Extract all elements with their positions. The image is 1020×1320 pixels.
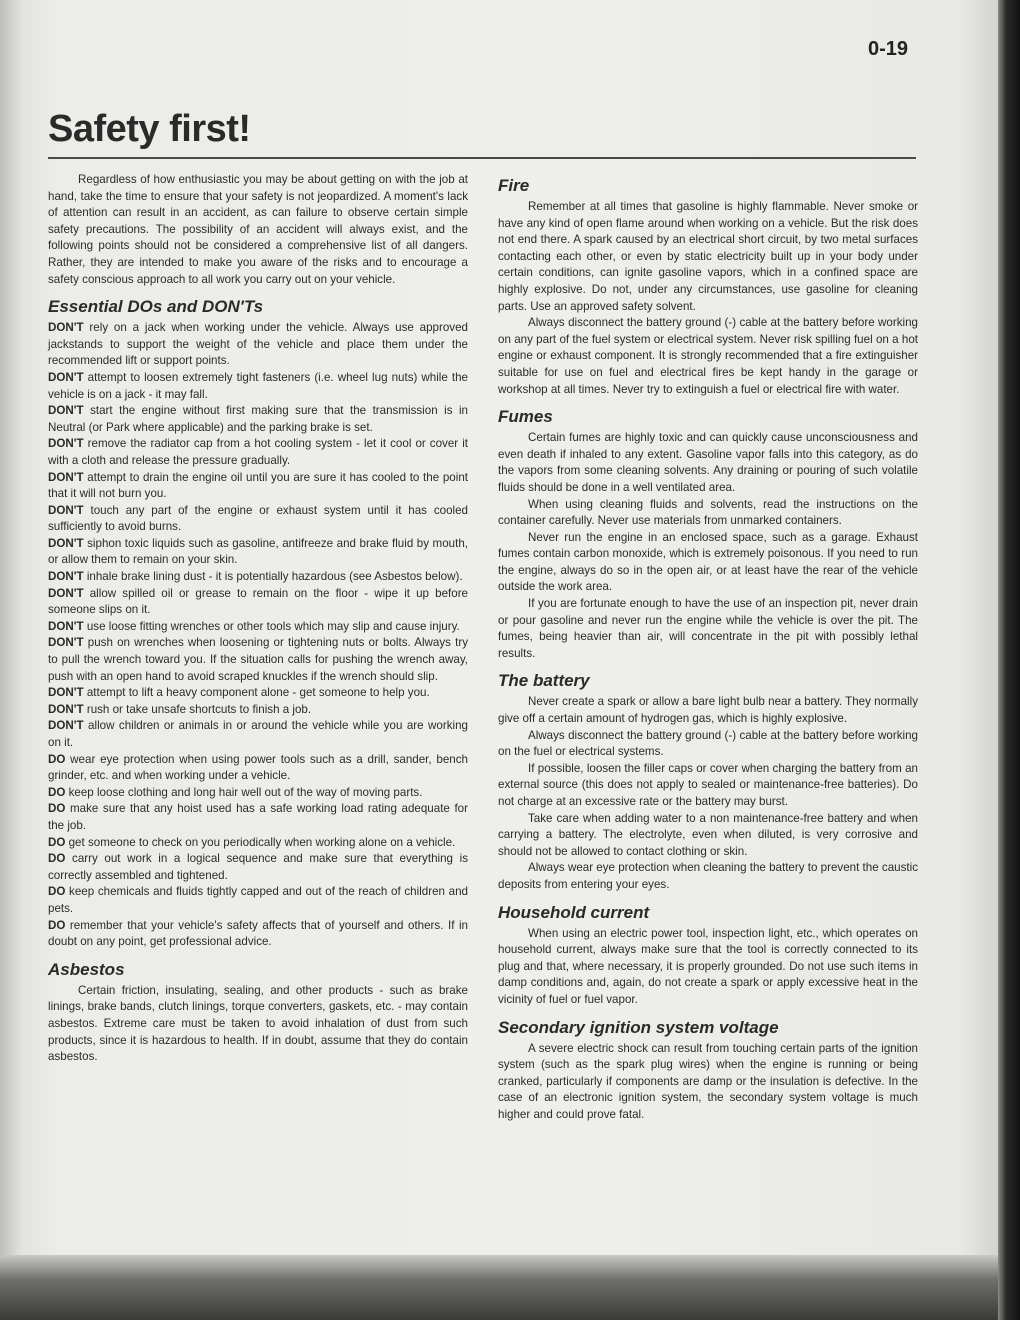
item-text: remember that your vehicle's safety affects that of yourself and others. If in doubt on any point, get professional advice. bbox=[48, 918, 468, 949]
item-lead: DO bbox=[48, 852, 66, 866]
ignition-heading: Secondary ignition system voltage bbox=[498, 1017, 779, 1037]
item-text: touch any part of the engine or exhaust system until it has cooled sufficiently to avoid burns. bbox=[48, 503, 468, 534]
item-text: attempt to loosen extremely tight fasteners (i.e. wheel lug nuts) while the vehicle is on a jack - it may fall. bbox=[48, 370, 468, 401]
battery-paragraph: Never create a spark or allow a bare light bulb near a battery. They normally give off a certain amount of hydrogen gas, which is highly explosive. bbox=[498, 695, 918, 726]
list-item bbox=[48, 702, 468, 719]
fire-heading: Fire bbox=[498, 176, 530, 195]
item-text: inhale brake lining dust - it is potentially hazardous (see Asbestos below). bbox=[83, 570, 463, 584]
item-lead: DO bbox=[48, 802, 66, 816]
fire-paragraph: Always disconnect the battery ground (-) cable at the battery before working on any part of the fuel system or electrical system. Never risk spilling fuel on a hot engine or exhaust component. It is strongly recommended that a fire extinguisher suitable for use on fuel and electrical fires be kept handy in the garage or workshop at all times. Never try to extinguish a fuel or electrical fire with water. bbox=[498, 316, 918, 396]
list-item bbox=[48, 851, 468, 884]
item-lead: DON'T bbox=[48, 719, 84, 733]
item-text: remove the radiator cap from a hot cooling system - let it cool or cover it with a cloth and release the pressure gradually. bbox=[48, 437, 468, 467]
page-number: 0-19 bbox=[868, 38, 909, 60]
item-lead: DO bbox=[48, 752, 66, 766]
item-text: wear eye protection when using power tools such as a drill, sander, bench grinder, etc. and when working under a vehicle. bbox=[48, 752, 468, 783]
essentials-heading: Essential DOs and DON'Ts bbox=[48, 297, 264, 317]
household-paragraph: When using an electric power tool, inspection light, etc., which operates on household current, always make sure that the tool is correctly connected to its plug and that, where necessary, it is properly grounded. Do not use such items in damp conditions and, again, do not create a spark or apply excessive heat in the vicinity of fuel or fuel vapor. bbox=[498, 926, 918, 1006]
item-text: attempt to drain the engine oil until you are sure it has cooled to the point that it will not burn you. bbox=[48, 470, 468, 501]
list-item bbox=[48, 470, 468, 503]
list-item bbox=[48, 403, 468, 436]
fumes-heading: Fumes bbox=[498, 407, 553, 427]
household-heading: Household current bbox=[498, 902, 650, 922]
intro-paragraph: Regardless of how enthusiastic you may be about getting on with the job at hand, take the time to ensure that your safety is not jeopardized. A moment's lack of attention can result in an accident, as can failure to observe certain simple safety precautions. The possibility of an accident will always exist, and the following points should not be considered a comprehensive list of all dangers. Rather, they are intended to make you aware of the risks and to encourage a safety conscious approach to all work you carry out on your vehicle. bbox=[48, 173, 468, 286]
item-lead: DO bbox=[48, 835, 66, 849]
essentials-list bbox=[48, 320, 468, 951]
list-item bbox=[48, 752, 468, 785]
battery-paragraph: Always disconnect the battery ground (-) cable at the battery before working on the fuel or electrical systems. bbox=[498, 728, 918, 759]
fumes-paragraph: Certain fumes are highly toxic and can quickly cause unconsciousness and even death if inhaled to any extent. Gasoline vapor falls into this category, as do the vapors from some cleaning solvents. Any draining or pouring of such volatile fluids should be done in a well ventilated area. bbox=[498, 431, 918, 494]
item-lead: DON'T bbox=[48, 536, 84, 550]
item-lead: DON'T bbox=[48, 321, 84, 335]
list-item bbox=[48, 635, 468, 685]
list-item bbox=[48, 586, 468, 619]
list-item bbox=[48, 801, 468, 834]
list-item bbox=[48, 320, 468, 370]
item-lead: DON'T bbox=[48, 636, 84, 650]
item-text: use loose fitting wrenches or other tools which may slip and cause injury. bbox=[83, 619, 460, 633]
item-lead: DON'T bbox=[48, 404, 84, 418]
battery-heading: The battery bbox=[498, 671, 590, 691]
item-text: start the engine without first making sure that the transmission is in Neutral (or Park where applicable) and the parking brake is set. bbox=[48, 404, 468, 434]
item-lead: DO bbox=[48, 785, 66, 799]
list-item bbox=[48, 884, 468, 917]
fumes-paragraph: Never run the engine in an enclosed space, such as a garage. Exhaust fumes contain carbon monoxide, which is extremely poisonous. If you need to run the engine, always do so in the open air, or at least have the rear of the vehicle outside the work area. bbox=[498, 530, 918, 594]
fumes-paragraph: If you are fortunate enough to have the use of an inspection pit, never drain or pour gasoline and never run the engine while the vehicle is over the pit. The fumes, being heavier than air, will concentrate in the pit with possibly lethal results. bbox=[498, 597, 918, 660]
battery-paragraph: If possible, loosen the filler caps or cover when charging the battery from an external source (this does not apply to sealed or maintenance-free batteries). Do not charge at an excessive rate or the battery may burst. bbox=[498, 761, 918, 808]
page-title: Safety first! bbox=[48, 108, 251, 150]
item-text: get someone to check on you periodically when working alone on a vehicle. bbox=[65, 835, 456, 849]
scan-bottom-shadow bbox=[0, 1255, 1000, 1320]
list-item bbox=[48, 436, 468, 469]
asbestos-heading: Asbestos bbox=[48, 959, 125, 979]
fire-paragraph: Remember at all times that gasoline is highly flammable. Never smoke or have any kind of open flame around when working on a vehicle. But the risk does not end there. A spark caused by an electrical short circuit, by two metal surfaces contacting each other, or even by static electricity built up in your body under certain conditions, can ignite gasoline vapors, which in a confined space are highly explosive. Do not, under any circumstances, use gasoline for cleaning parts. Use an approved safety solvent. bbox=[498, 200, 918, 313]
list-item bbox=[48, 685, 468, 702]
item-lead: DON'T bbox=[48, 437, 84, 451]
list-item bbox=[48, 785, 468, 802]
title-divider bbox=[48, 157, 916, 159]
item-text: push on wrenches when loosening or tightening nuts or bolts. Always try to pull the wrench toward you. If the situation calls for pushing the wrench away, push with an open hand to avoid scraped knuckles if the wrench should slip. bbox=[48, 636, 468, 683]
asbestos-paragraph: Certain friction, insulating, sealing, and other products - such as brake linings, brake bands, clutch linings, torque converters, gaskets, etc. - may contain asbestos. Extreme care must be taken to avoid inhalation of dust from such products, since it is hazardous to health. If in doubt, assume that they do contain asbestos. bbox=[48, 983, 468, 1064]
item-text: keep loose clothing and long hair well out of the way of moving parts. bbox=[65, 785, 423, 799]
item-lead: DON'T bbox=[48, 503, 84, 517]
item-text: make sure that any hoist used has a safe working load rating adequate for the job. bbox=[48, 802, 468, 832]
item-text: allow children or animals in or around the vehicle while you are working on it. bbox=[48, 719, 468, 749]
battery-paragraph: Take care when adding water to a non maintenance-free battery and when carrying a battery. The electrolyte, even when diluted, is very corrosive and should not be allowed to contact clothing or skin. bbox=[498, 811, 918, 858]
item-text: attempt to lift a heavy component alone - get someone to help you. bbox=[83, 686, 430, 700]
battery-paragraph: Always wear eye protection when cleaning the battery to prevent the caustic deposits from entering your eyes. bbox=[498, 861, 918, 891]
list-item bbox=[48, 835, 468, 852]
item-text: rely on a jack when working under the vehicle. Always use approved jackstands to support the weight of the vehicle and place them under the recommended lift or support points. bbox=[48, 321, 468, 368]
item-lead: DON'T bbox=[48, 570, 84, 584]
item-text: keep chemicals and fluids tightly capped and out of the reach of children and pets. bbox=[48, 885, 468, 915]
item-lead: DO bbox=[48, 885, 66, 899]
list-item bbox=[48, 718, 468, 751]
item-lead: DO bbox=[48, 918, 66, 932]
list-item bbox=[48, 918, 468, 951]
item-lead: DON'T bbox=[48, 702, 84, 716]
item-text: rush or take unsafe shortcuts to finish a job. bbox=[83, 702, 312, 716]
item-text: allow spilled oil or grease to remain on the floor - wipe it up before someone slips on it. bbox=[48, 586, 468, 617]
list-item bbox=[48, 569, 468, 586]
scan-binding-edge bbox=[998, 0, 1020, 1320]
list-item bbox=[48, 619, 468, 636]
fumes-paragraph: When using cleaning fluids and solvents, read the instructions on the container carefully. Never use materials from unmarked containers. bbox=[498, 497, 918, 528]
item-lead: DON'T bbox=[48, 470, 84, 484]
ignition-paragraph: A severe electric shock can result from touching certain parts of the ignition system (such as the spark plug wires) when the engine is running or being cranked, particularly if components are damp or the insulation is defective. In the case of an electronic ignition system, the secondary system voltage is much higher and could prove fatal. bbox=[498, 1041, 918, 1121]
item-text: carry out work in a logical sequence and make sure that everything is correctly assembled and tightened. bbox=[48, 852, 468, 882]
left-column bbox=[48, 172, 468, 1066]
item-text: siphon toxic liquids such as gasoline, antifreeze and brake fluid by mouth, or allow them to remain on your skin. bbox=[48, 536, 468, 567]
right-column bbox=[498, 172, 918, 1124]
list-item bbox=[48, 536, 468, 569]
item-lead: DON'T bbox=[48, 370, 84, 384]
list-item bbox=[48, 503, 468, 536]
item-lead: DON'T bbox=[48, 686, 84, 700]
item-lead: DON'T bbox=[48, 619, 84, 633]
item-lead: DON'T bbox=[48, 586, 84, 600]
list-item bbox=[48, 370, 468, 403]
